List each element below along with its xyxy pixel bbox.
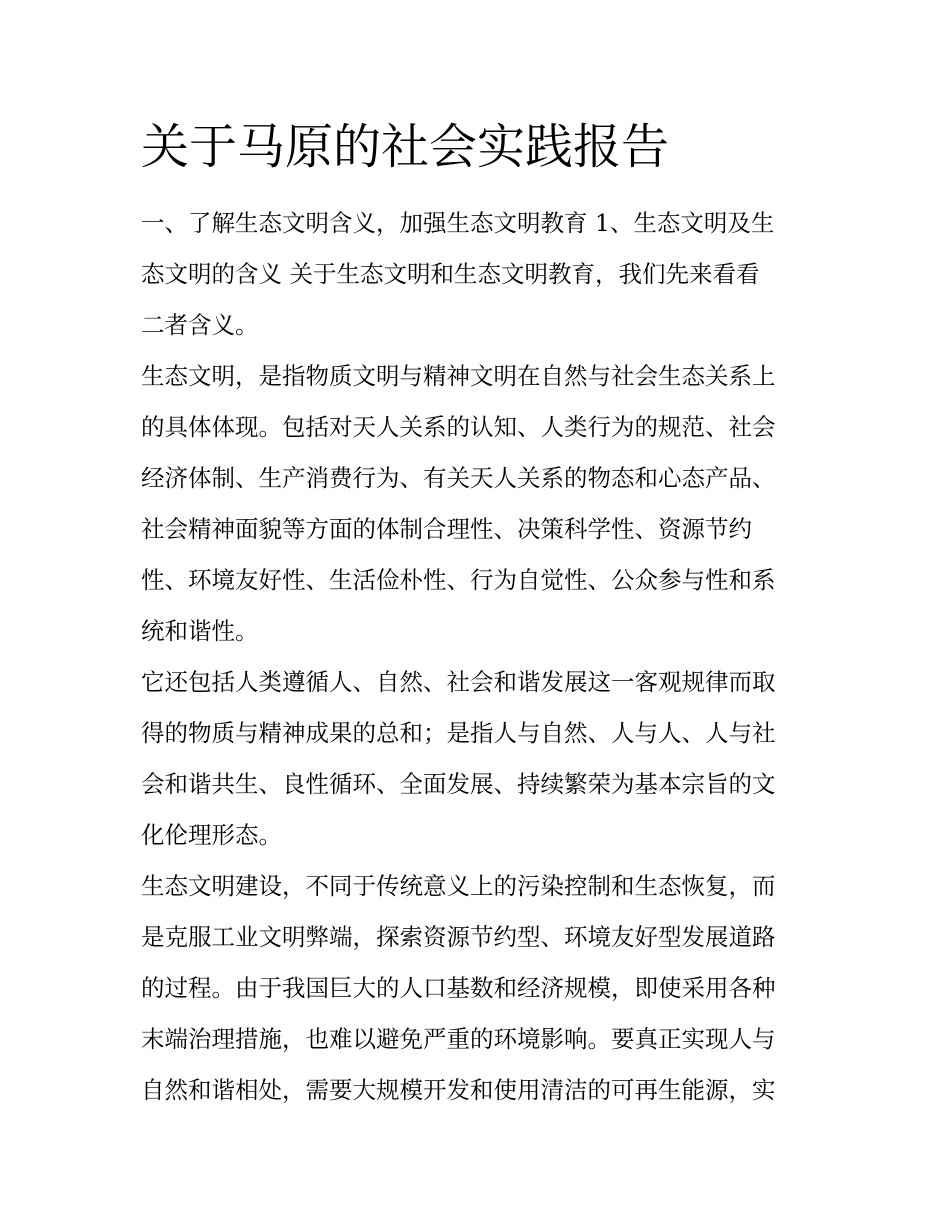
body-line: 生态文明建设，不同于传统意义上的污染控制和生态恢复，而 xyxy=(141,872,776,900)
body-line: 它还包括人类遵循人、自然、社会和谐发展这一客观规律而取 xyxy=(141,668,776,696)
body-line: 化伦理形态。 xyxy=(141,821,282,849)
document-title: 关于马原的社会实践报告 xyxy=(141,119,670,175)
body-line: 态文明的含义 关于生态文明和生态文明教育，我们先来看看 xyxy=(141,260,760,288)
document-body xyxy=(141,198,813,1116)
body-line: 一、了解生态文明含义，加强生态文明教育 1、生态文明及生 xyxy=(141,209,775,237)
body-line: 得的物质与精神成果的总和；是指人与自然、人与人、人与社 xyxy=(141,719,776,747)
body-line: 性、环境友好性、生活俭朴性、行为自觉性、公众参与性和系 xyxy=(141,566,776,594)
body-line: 的过程。由于我国巨大的人口基数和经济规模，即使采用各种 xyxy=(141,974,776,1002)
body-line: 末端治理措施，也难以避免严重的环境影响。要真正实现人与 xyxy=(141,1025,776,1053)
body-line: 的具体体现。包括对天人关系的认知、人类行为的规范、社会 xyxy=(141,413,776,441)
body-line: 经济体制、生产消费行为、有关天人关系的物态和心态产品、 xyxy=(141,464,776,492)
body-line: 会和谐共生、良性循环、全面发展、持续繁荣为基本宗旨的文 xyxy=(141,770,776,798)
body-line: 自然和谐相处，需要大规模开发和使用清洁的可再生能源，实 xyxy=(141,1076,776,1104)
body-line: 统和谐性。 xyxy=(141,617,259,645)
body-line: 社会精神面貌等方面的体制合理性、决策科学性、资源节约 xyxy=(141,515,752,543)
body-line: 生态文明，是指物质文明与精神文明在自然与社会生态关系上 xyxy=(141,362,776,390)
body-line: 是克服工业文明弊端，探索资源节约型、环境友好型发展道路 xyxy=(141,923,776,951)
body-line: 二者含义。 xyxy=(141,311,259,339)
